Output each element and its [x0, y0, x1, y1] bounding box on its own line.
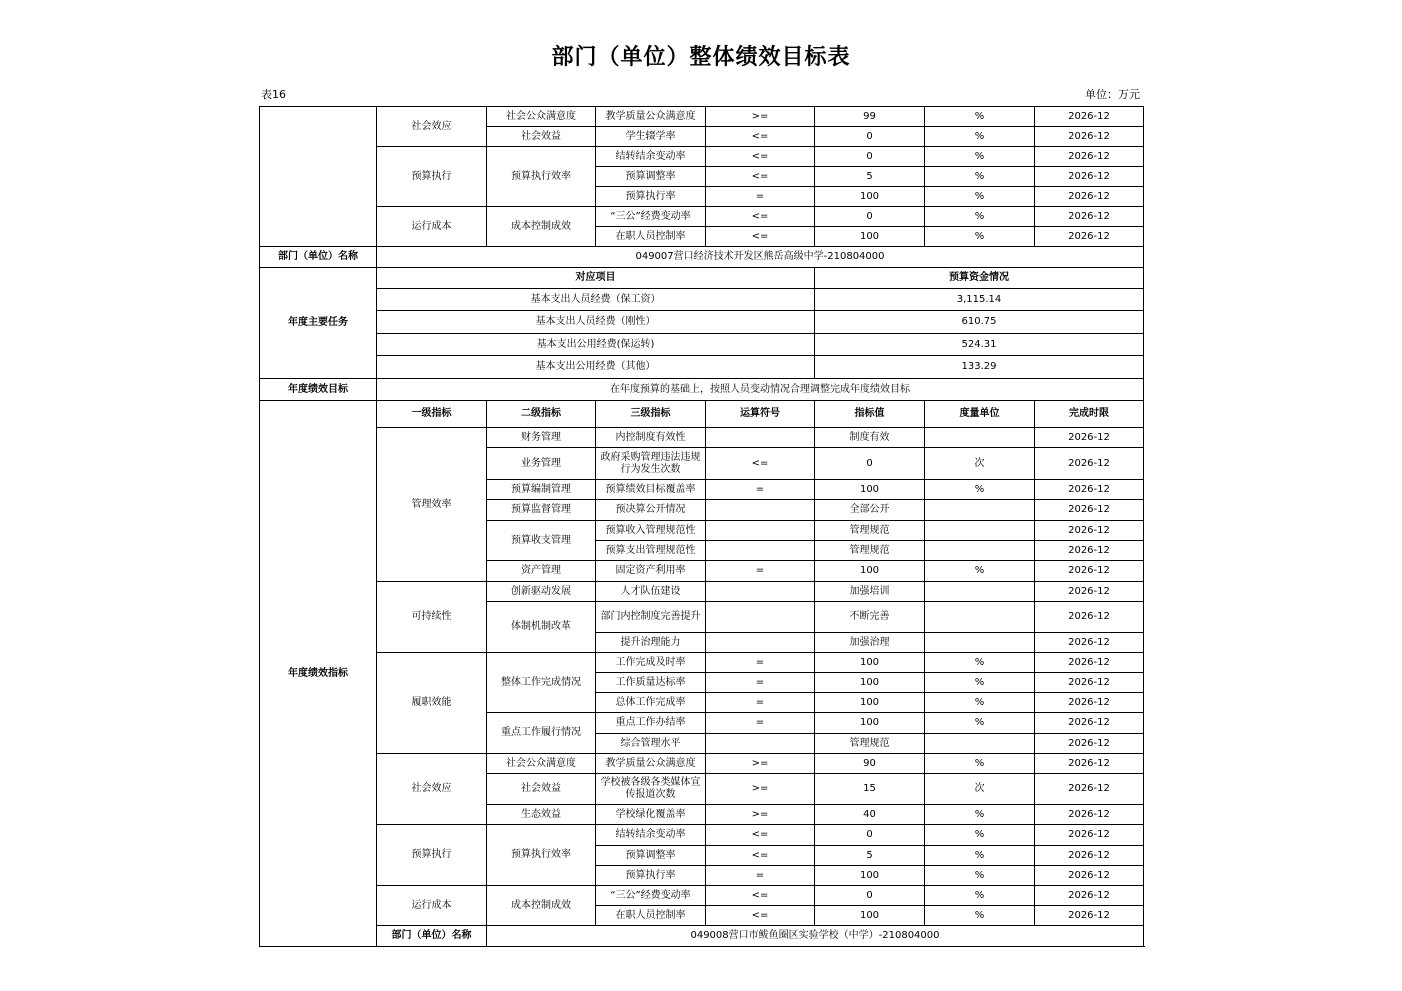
level3-cell: 提升治理能力 [596, 633, 706, 653]
level3-cell: 政府采购管理违法违规行为发生次数 [596, 448, 706, 480]
deadline-cell: 2026-12 [1035, 500, 1144, 521]
unit-cell [925, 521, 1035, 541]
level2-cell: 预算执行效率 [487, 147, 596, 207]
value-cell: 0 [815, 207, 925, 227]
operator-cell [706, 633, 815, 653]
unit-label: 单位：万元 [1085, 88, 1140, 101]
level2-cell: 创新驱动发展 [487, 582, 596, 602]
operator-cell: <= [706, 227, 815, 247]
level3-cell: 预决算公开情况 [596, 500, 706, 521]
unit-cell: % [925, 147, 1035, 167]
level3-cell: 总体工作完成率 [596, 693, 706, 713]
operator-cell [706, 602, 815, 633]
table-row [260, 289, 1144, 311]
level2-cell: 成本控制成效 [487, 207, 596, 247]
value-cell: 99 [815, 107, 925, 127]
level3-cell: 工作质量达标率 [596, 673, 706, 693]
level3-cell: 预算支出管理规范性 [596, 541, 706, 561]
header-operator: 运算符号 [706, 401, 815, 428]
value-cell: 15 [815, 774, 925, 805]
unit-cell: % [925, 653, 1035, 673]
deadline-cell: 2026-12 [1035, 673, 1144, 693]
deadline-cell: 2026-12 [1035, 713, 1144, 734]
table-row [260, 147, 1144, 167]
operator-cell [706, 541, 815, 561]
operator-cell [706, 521, 815, 541]
header-level2: 二级指标 [487, 401, 596, 428]
deadline-cell: 2026-12 [1035, 187, 1144, 207]
level2-cell: 资产管理 [487, 561, 596, 582]
level2-cell: 体制机制改革 [487, 602, 596, 653]
operator-cell: <= [706, 906, 815, 926]
table-row [260, 207, 1144, 227]
level2-cell: 社会公众满意度 [487, 754, 596, 774]
unit-cell: % [925, 906, 1035, 926]
dept-name-label: 部门（单位）名称 [260, 247, 377, 268]
level1-cell: 社会效应 [377, 107, 487, 147]
level2-cell: 财务管理 [487, 428, 596, 448]
dept-name-value: 049008营口市鲅鱼圈区实验学校（中学）-210804000 [487, 926, 1144, 947]
task-budget: 524.31 [815, 334, 1144, 356]
unit-cell [925, 602, 1035, 633]
table-row [260, 356, 1144, 379]
operator-cell: = [706, 653, 815, 673]
level2-cell: 预算收支管理 [487, 521, 596, 561]
deadline-cell: 2026-12 [1035, 693, 1144, 713]
operator-cell: <= [706, 207, 815, 227]
unit-cell: % [925, 693, 1035, 713]
table-row [260, 334, 1144, 356]
deadline-cell: 2026-12 [1035, 846, 1144, 866]
deadline-cell: 2026-12 [1035, 521, 1144, 541]
level3-cell: 教学质量公众满意度 [596, 107, 706, 127]
deadline-cell: 2026-12 [1035, 582, 1144, 602]
value-cell: 全部公开 [815, 500, 925, 521]
annual-goal-value: 在年度预算的基础上，按照人员变动情况合理调整完成年度绩效目标 [377, 379, 1144, 401]
value-cell: 0 [815, 127, 925, 147]
level2-cell: 业务管理 [487, 448, 596, 480]
value-cell: 100 [815, 673, 925, 693]
deadline-cell: 2026-12 [1035, 107, 1144, 127]
level2-cell: 预算监督管理 [487, 500, 596, 521]
level3-cell: 工作完成及时率 [596, 653, 706, 673]
unit-cell: % [925, 825, 1035, 846]
task-item: 基本支出人员经费（保工资） [377, 289, 815, 311]
table-row [260, 754, 1144, 774]
unit-cell: % [925, 886, 1035, 906]
deadline-cell: 2026-12 [1035, 805, 1144, 825]
unit-cell: % [925, 480, 1035, 500]
operator-cell: <= [706, 167, 815, 187]
operator-cell: >= [706, 774, 815, 805]
level3-cell: 在职人员控制率 [596, 227, 706, 247]
operator-cell: <= [706, 825, 815, 846]
operator-cell [706, 582, 815, 602]
page-title: 部门（单位）整体绩效目标表 [551, 45, 851, 70]
task-item: 基本支出公用经费(保运转) [377, 334, 815, 356]
level3-cell: 预算调整率 [596, 846, 706, 866]
header-level1: 一级指标 [377, 401, 487, 428]
deadline-cell: 2026-12 [1035, 167, 1144, 187]
level3-cell: 内控制度有效性 [596, 428, 706, 448]
operator-cell: = [706, 480, 815, 500]
level1-cell: 运行成本 [377, 886, 487, 926]
task-budget: 610.75 [815, 311, 1144, 334]
level2-cell: 重点工作履行情况 [487, 713, 596, 754]
deadline-cell: 2026-12 [1035, 602, 1144, 633]
level1-cell: 管理效率 [377, 428, 487, 582]
value-cell: 0 [815, 147, 925, 167]
level1-cell: 运行成本 [377, 207, 487, 247]
unit-cell: % [925, 207, 1035, 227]
level2-cell: 成本控制成效 [487, 886, 596, 926]
unit-cell: % [925, 805, 1035, 825]
unit-cell: % [925, 187, 1035, 207]
header-unit: 度量单位 [925, 401, 1035, 428]
unit-cell: % [925, 673, 1035, 693]
unit-cell: 次 [925, 448, 1035, 480]
task-item-header: 对应项目 [377, 268, 815, 289]
level3-cell: 预算执行率 [596, 187, 706, 207]
unit-cell: % [925, 107, 1035, 127]
level2-cell: 整体工作完成情况 [487, 653, 596, 713]
deadline-cell: 2026-12 [1035, 866, 1144, 886]
level2-cell: 预算编制管理 [487, 480, 596, 500]
unit-cell [925, 428, 1035, 448]
annual-tasks-label: 年度主要任务 [260, 268, 377, 379]
level3-cell: 学生辍学率 [596, 127, 706, 147]
value-cell: 0 [815, 825, 925, 846]
deadline-cell: 2026-12 [1035, 127, 1144, 147]
operator-cell: = [706, 187, 815, 207]
value-cell: 5 [815, 167, 925, 187]
continuation-label-cell [260, 107, 377, 247]
header-deadline: 完成时限 [1035, 401, 1144, 428]
unit-cell: % [925, 713, 1035, 734]
deadline-cell: 2026-12 [1035, 541, 1144, 561]
value-cell: 0 [815, 886, 925, 906]
table-row [260, 401, 1144, 428]
task-item: 基本支出公用经费（其他） [377, 356, 815, 379]
operator-cell: = [706, 673, 815, 693]
table-row [260, 582, 1144, 602]
unit-cell: % [925, 754, 1035, 774]
deadline-cell: 2026-12 [1035, 207, 1144, 227]
level3-cell: 重点工作办结率 [596, 713, 706, 734]
value-cell: 100 [815, 187, 925, 207]
deadline-cell: 2026-12 [1035, 147, 1144, 167]
operator-cell: <= [706, 147, 815, 167]
level3-cell: 预算调整率 [596, 167, 706, 187]
value-cell: 0 [815, 448, 925, 480]
unit-cell [925, 500, 1035, 521]
level3-cell: 学校被各级各类媒体宣传报道次数 [596, 774, 706, 805]
unit-cell: % [925, 866, 1035, 886]
level3-cell: “三公”经费变动率 [596, 207, 706, 227]
task-budget: 3,115.14 [815, 289, 1144, 311]
annual-indicators-label: 年度绩效指标 [260, 401, 377, 947]
performance-table [259, 106, 1144, 947]
unit-cell: % [925, 127, 1035, 147]
unit-cell: % [925, 167, 1035, 187]
dept-name-value: 049007营口经济技术开发区熊岳高级中学-210804000 [377, 247, 1144, 268]
unit-cell [925, 541, 1035, 561]
unit-cell: % [925, 846, 1035, 866]
operator-cell: >= [706, 754, 815, 774]
task-budget: 133.29 [815, 356, 1144, 379]
operator-cell: >= [706, 107, 815, 127]
level3-cell: 预算收入管理规范性 [596, 521, 706, 541]
table-row [260, 247, 1144, 268]
value-cell: 不断完善 [815, 602, 925, 633]
level3-cell: “三公”经费变动率 [596, 886, 706, 906]
operator-cell [706, 734, 815, 754]
level3-cell: 在职人员控制率 [596, 906, 706, 926]
level3-cell: 学校绿化覆盖率 [596, 805, 706, 825]
operator-cell: <= [706, 448, 815, 480]
operator-cell: = [706, 866, 815, 886]
level2-cell: 社会公众满意度 [487, 107, 596, 127]
level2-cell: 生态效益 [487, 805, 596, 825]
deadline-cell: 2026-12 [1035, 754, 1144, 774]
deadline-cell: 2026-12 [1035, 774, 1144, 805]
value-cell: 100 [815, 480, 925, 500]
table-row [260, 926, 1144, 947]
value-cell: 制度有效 [815, 428, 925, 448]
operator-cell: = [706, 713, 815, 734]
value-cell: 100 [815, 906, 925, 926]
deadline-cell: 2026-12 [1035, 906, 1144, 926]
value-cell: 100 [815, 227, 925, 247]
unit-cell [925, 633, 1035, 653]
table-row [260, 653, 1144, 673]
level1-cell: 可持续性 [377, 582, 487, 653]
level2-cell: 社会效益 [487, 127, 596, 147]
value-cell: 100 [815, 693, 925, 713]
table-number: 表16 [261, 88, 286, 101]
deadline-cell: 2026-12 [1035, 561, 1144, 582]
operator-cell: <= [706, 886, 815, 906]
table-row [260, 428, 1144, 448]
value-cell: 40 [815, 805, 925, 825]
table-row [260, 268, 1144, 289]
value-cell: 100 [815, 653, 925, 673]
operator-cell: <= [706, 846, 815, 866]
level3-cell: 人才队伍建设 [596, 582, 706, 602]
unit-cell [925, 734, 1035, 754]
value-cell: 管理规范 [815, 541, 925, 561]
operator-cell [706, 500, 815, 521]
level3-cell: 综合管理水平 [596, 734, 706, 754]
deadline-cell: 2026-12 [1035, 886, 1144, 906]
value-cell: 5 [815, 846, 925, 866]
unit-cell: 次 [925, 774, 1035, 805]
table-row [260, 379, 1144, 401]
value-cell: 加强治理 [815, 633, 925, 653]
value-cell: 管理规范 [815, 734, 925, 754]
operator-cell: <= [706, 127, 815, 147]
level3-cell: 教学质量公众满意度 [596, 754, 706, 774]
deadline-cell: 2026-12 [1035, 633, 1144, 653]
unit-cell: % [925, 227, 1035, 247]
deadline-cell: 2026-12 [1035, 448, 1144, 480]
dept-name-label: 部门（单位）名称 [377, 926, 487, 947]
operator-cell: >= [706, 805, 815, 825]
table-row [260, 825, 1144, 846]
annual-goal-label: 年度绩效目标 [260, 379, 377, 401]
table-row [260, 311, 1144, 334]
unit-cell [925, 582, 1035, 602]
level3-cell: 结转结余变动率 [596, 825, 706, 846]
deadline-cell: 2026-12 [1035, 734, 1144, 754]
level3-cell: 预算绩效目标覆盖率 [596, 480, 706, 500]
header-level3: 三级指标 [596, 401, 706, 428]
value-cell: 90 [815, 754, 925, 774]
value-cell: 管理规范 [815, 521, 925, 541]
task-budget-header: 预算资金情况 [815, 268, 1144, 289]
deadline-cell: 2026-12 [1035, 227, 1144, 247]
table-row [260, 107, 1144, 127]
deadline-cell: 2026-12 [1035, 480, 1144, 500]
operator-cell: = [706, 561, 815, 582]
table-row [260, 886, 1144, 906]
level1-cell: 预算执行 [377, 825, 487, 886]
level3-cell: 预算执行率 [596, 866, 706, 886]
value-cell: 加强培训 [815, 582, 925, 602]
deadline-cell: 2026-12 [1035, 825, 1144, 846]
task-item: 基本支出人员经费（刚性） [377, 311, 815, 334]
value-cell: 100 [815, 561, 925, 582]
operator-cell [706, 428, 815, 448]
level3-cell: 固定资产利用率 [596, 561, 706, 582]
level1-cell: 社会效应 [377, 754, 487, 825]
level3-cell: 部门内控制度完善提升 [596, 602, 706, 633]
level1-cell: 预算执行 [377, 147, 487, 207]
level3-cell: 结转结余变动率 [596, 147, 706, 167]
value-cell: 100 [815, 713, 925, 734]
level2-cell: 社会效益 [487, 774, 596, 805]
header-value: 指标值 [815, 401, 925, 428]
operator-cell: = [706, 693, 815, 713]
deadline-cell: 2026-12 [1035, 428, 1144, 448]
unit-cell: % [925, 561, 1035, 582]
level2-cell: 预算执行效率 [487, 825, 596, 886]
value-cell: 100 [815, 866, 925, 886]
level1-cell: 履职效能 [377, 653, 487, 754]
deadline-cell: 2026-12 [1035, 653, 1144, 673]
